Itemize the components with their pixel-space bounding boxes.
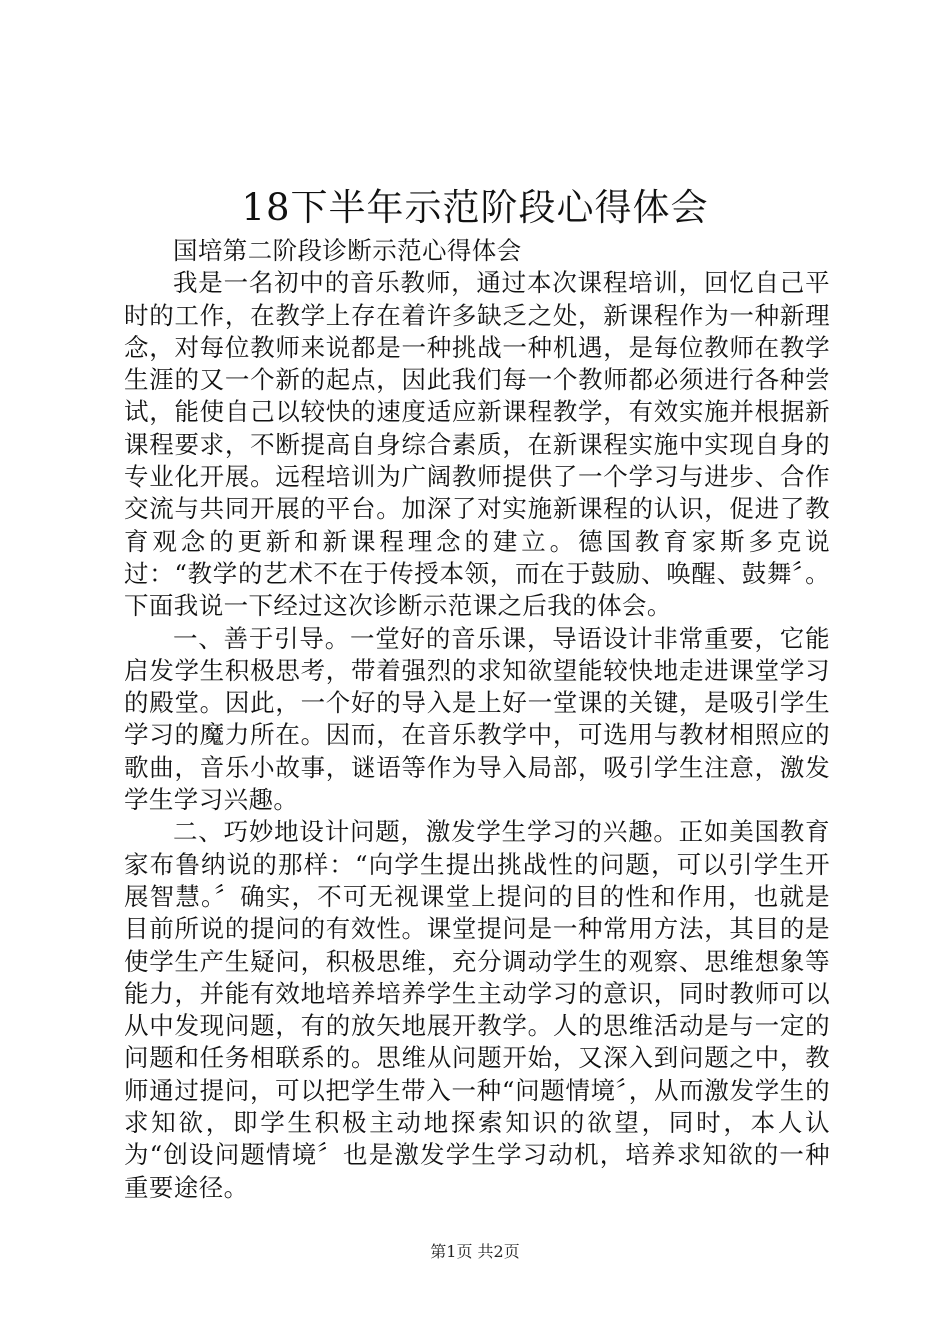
intro-paragraph: 我是一名初中的音乐教师，通过本次课程培训，回忆自己平时的工作，在教学上存在着许多缺乏之处，新课程作为一种新理念，对每位教师来说都是一种挑战一种机遇，是每位教师在教学生涯的又一个新的起点，因此我们每一个教师都必须进行各种尝试，能使自己以较快的速度适应新课程教学，有效实施并根据新课程要求，不断提高自身综合素质，在新课程实施中实现自身的专业化开展。远程培训为广阔教师提供了一个学习与进步、合作交流与共同开展的平台。加深了对实施新课程的认识，促进了教育观念的更新和新课程理念的建立。德国教育家斯多克说过：“教学的艺术不在于传授本领，而在于鼓励、唤醒、鼓舞〞。下面我说一下经过这次诊断示范课之后我的体会。 [124, 268, 830, 621]
document-body [124, 235, 830, 1204]
section-one-paragraph: 一、善于引导。一堂好的音乐课，导语设计非常重要，它能启发学生积极思考，带着强烈的求知欲望能较快地走进课堂学习的殿堂。因此，一个好的导入是上好一堂课的关键，是吸引学生学习的魔力所在。因而，在音乐教学中，可选用与教材相照应的歌曲，音乐小故事，谜语等作为导入局部，吸引学生注意，激发学生学习兴趣。 [124, 623, 830, 815]
document-title: 18下半年示范阶段心得体会 [241, 186, 709, 229]
subtitle-paragraph: 国培第二阶段诊断示范心得体会 [173, 236, 522, 265]
page-number-footer: 第1页 共2页 [430, 1242, 520, 1261]
section-two-paragraph: 二、巧妙地设计问题，激发学生学习的兴趣。正如美国教育家布鲁纳说的那样：“向学生提出挑战性的问题，可以引学生开展智慧。〞确实，不可无视课堂上提问的目的性和作用，也就是目前所说的提问的有效性。课堂提问是一种常用方法，其目的是使学生产生疑问，积极思维，充分调动学生的观察、思维想象等能力，并能有效地培养培养学生主动学习的意识，同时教师可以从中发现问题，有的放矢地展开教学。人的思维活动是与一定的问题和任务相联系的。思维从问题开始，又深入到问题之中，教师通过提问，可以把学生带入一种“问题情境〞，从而激发学生的求知欲，即学生积极主动地探索知识的欲望，同时，本人认为“创设问题情境〞也是激发学生学习动机，培养求知欲的一种重要途径。 [124, 817, 830, 1202]
